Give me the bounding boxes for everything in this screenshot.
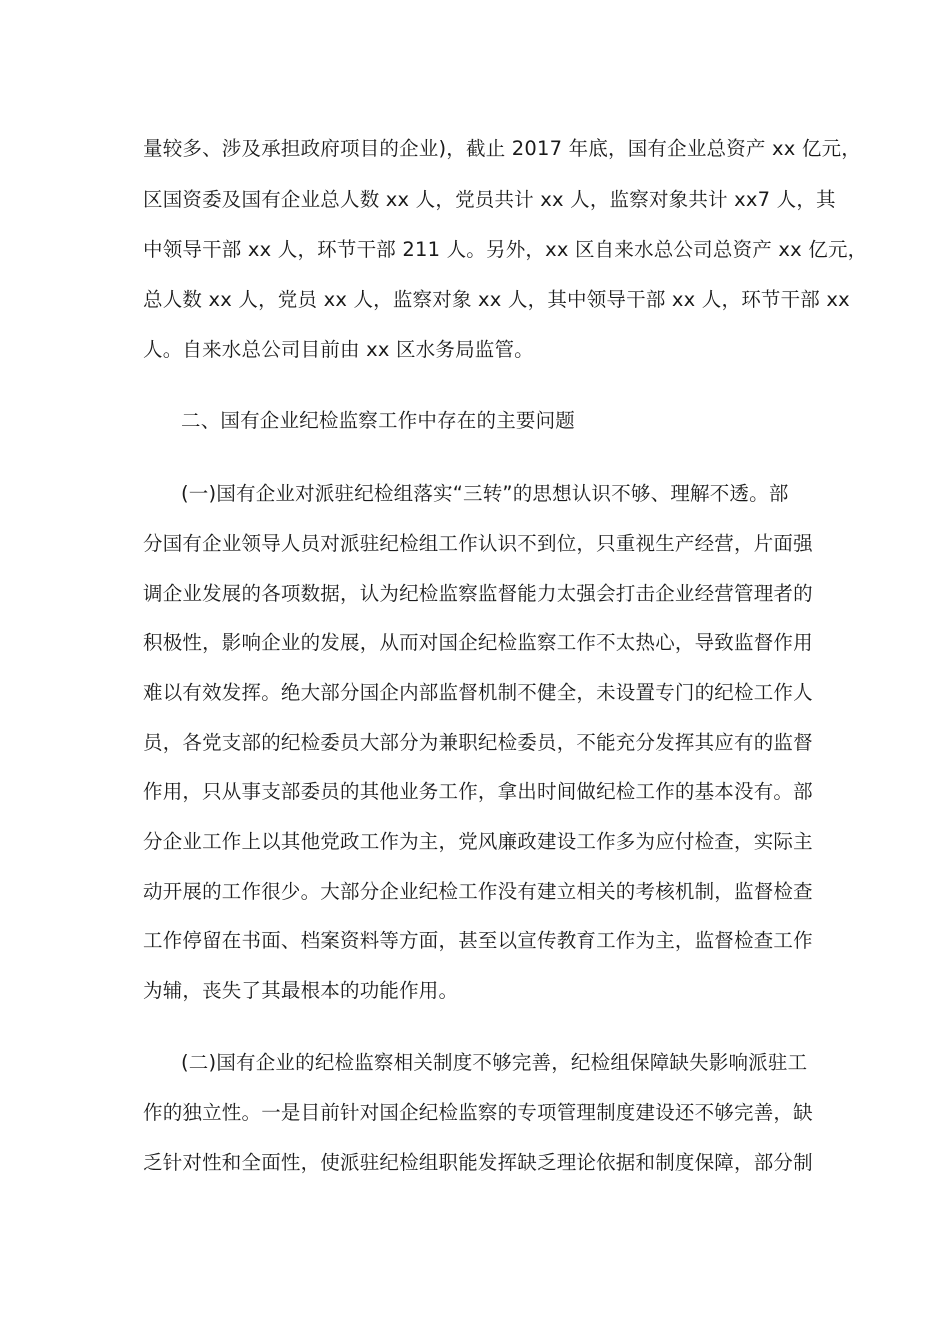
text-line: 总人数 xx 人，党员 xx 人，监察对象 xx 人，其中领导干部 xx 人，环节干部 xx xyxy=(143,288,850,311)
text-line: 动开展的工作很少。大部分企业纪检工作没有建立相关的考核机制，监督检查 xyxy=(143,880,813,903)
text-line: 作的独立性。一是目前针对国企纪检监察的专项管理制度建设还不够完善，缺 xyxy=(143,1101,813,1124)
section-heading: 二、国有企业纪检监察工作中存在的主要问题 xyxy=(181,409,576,432)
text-line: 量较多、涉及承担政府项目的企业)，截止 2017 年底，国有企业总资产 xx 亿元， xyxy=(143,137,862,160)
text-line: 中领导干部 xx 人，环节干部 211 人。另外，xx 区自来水总公司总资产 xx 亿元， xyxy=(143,238,868,261)
text-line: 区国资委及国有企业总人数 xx 人，党员共计 xx 人，监察对象共计 xx7 人，其 xyxy=(143,188,836,211)
text-line: 作用，只从事支部委员的其他业务工作，拿出时间做纪检工作的基本没有。部 xyxy=(143,780,813,803)
text-line: 员，各党支部的纪检委员大部分为兼职纪检委员，不能充分发挥其应有的监督 xyxy=(143,731,813,754)
text-line: 难以有效发挥。绝大部分国企内部监督机制不健全，未设置专门的纪检工作人 xyxy=(143,681,813,704)
text-line: 人。自来水总公司目前由 xx 区水务局监管。 xyxy=(143,338,534,361)
text-line: 工作停留在书面、档案资料等方面，甚至以宣传教育工作为主，监督检查工作 xyxy=(143,929,813,952)
text-line: 调企业发展的各项数据，认为纪检监察监督能力太强会打击企业经营管理者的 xyxy=(143,582,813,605)
text-line: (二)国有企业的纪检监察相关制度不够完善，纪检组保障缺失影响派驻工 xyxy=(181,1051,808,1074)
text-line: 分企业工作上以其他党政工作为主，党风廉政建设工作多为应付检查，实际主 xyxy=(143,830,813,853)
text-line: 为辅，丧失了其最根本的功能作用。 xyxy=(143,979,459,1002)
text-line: (一)国有企业对派驻纪检组落实“三转”的思想认识不够、理解不透。部 xyxy=(181,482,789,505)
text-line: 积极性，影响企业的发展，从而对国企纪检监察工作不太热心，导致监督作用 xyxy=(143,631,813,654)
text-line: 分国有企业领导人员对派驻纪检组工作认识不到位，只重视生产经营，片面强 xyxy=(143,532,813,555)
text-line: 乏针对性和全面性，使派驻纪检组职能发挥缺乏理论依据和制度保障，部分制 xyxy=(143,1151,813,1174)
